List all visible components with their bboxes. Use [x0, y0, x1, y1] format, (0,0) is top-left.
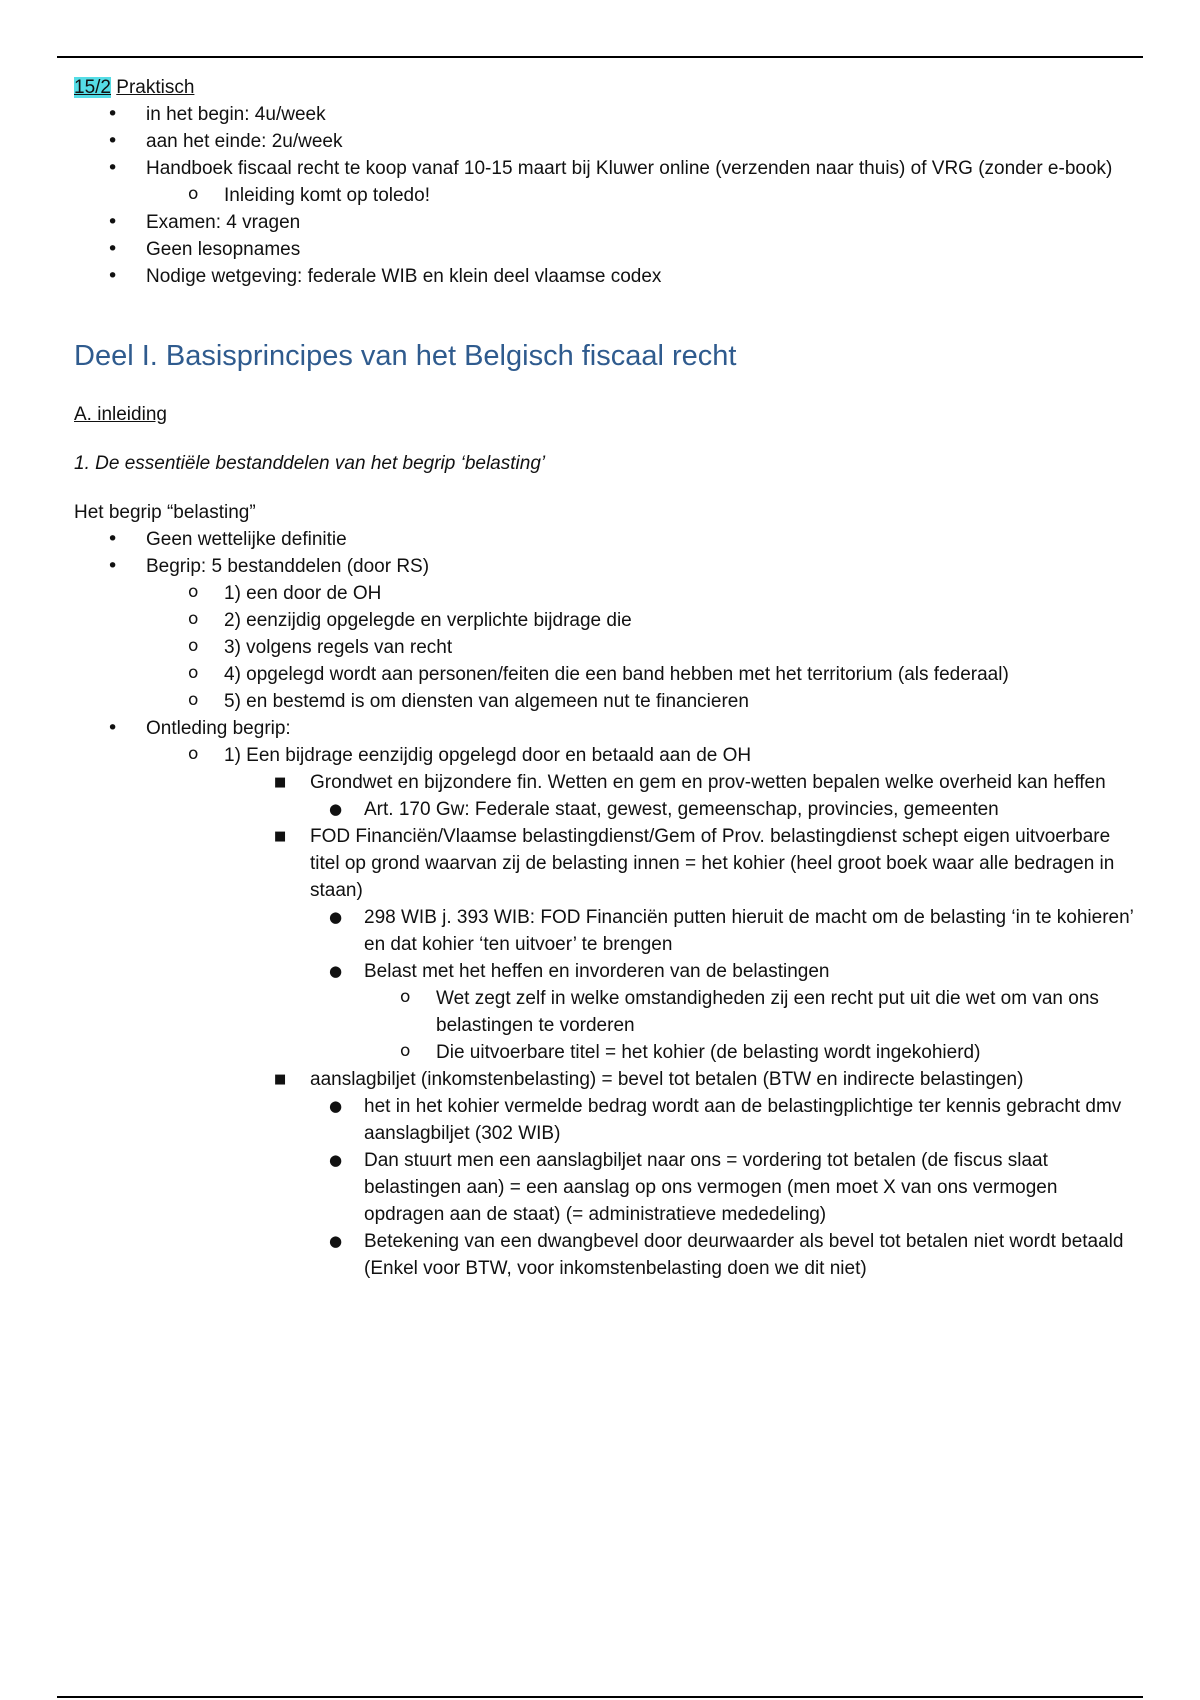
dot-bullet-icon: ● — [329, 1097, 343, 1115]
circle-bullet-icon: o — [188, 744, 199, 764]
list-item: • aan het einde: 2u/week — [74, 128, 1134, 155]
dot-list-2 — [74, 904, 1134, 985]
list-item: ● Art. 170 Gw: Federale staat, gewest, gemeenschap, provincies, gemeenten — [74, 796, 1134, 823]
bullet-icon: • — [107, 555, 119, 577]
list-item: o Die uitvoerbare titel = het kohier (de belasting wordt ingekohierd) — [74, 1039, 1134, 1066]
list-item: • Ontleding begrip: — [74, 715, 1134, 742]
begrip-list — [74, 526, 1134, 580]
list-item: ● het in het kohier vermelde bedrag wordt aan de belastingplichtige ter kennis gebracht dmv aanslagbiljet (302 WIB) — [74, 1093, 1134, 1147]
list-item: o Inleiding komt op toledo! — [74, 182, 1134, 209]
list-item: • Nodige wetgeving: federale WIB en klein deel vlaamse codex — [74, 263, 1134, 290]
square-bullet-icon: ■ — [274, 1072, 287, 1087]
circle-bullet-icon: o — [188, 184, 199, 204]
list-item: ■ aanslagbiljet (inkomstenbelasting) = bevel tot betalen (BTW en indirecte belastingen) — [74, 1066, 1134, 1093]
document-page — [74, 74, 1134, 1282]
circle-bullet-icon: o — [400, 1041, 411, 1061]
ontleding-list — [74, 715, 1134, 742]
list-item: o 5) en bestemd is om diensten van algemeen nut te financieren — [74, 688, 1134, 715]
bullet-icon: • — [107, 238, 119, 260]
square-bullet-icon: ■ — [274, 829, 287, 844]
list-item: o 4) opgelegd wordt aan personen/feiten die een band hebben met het territorium (als federaal) — [74, 661, 1134, 688]
list-item: o 2) eenzijdig opgelegde en verplichte bijdrage die — [74, 607, 1134, 634]
list-item: • Geen wettelijke definitie — [74, 526, 1134, 553]
circle-bullet-icon: o — [188, 636, 199, 656]
list-item: • Geen lesopnames — [74, 236, 1134, 263]
list-item: ● 298 WIB j. 393 WIB: FOD Financiën putten hieruit de macht om de belasting ‘in te kohieren’ en dat kohier ‘ten uitvoer’ te brengen — [74, 904, 1134, 958]
bullet-icon: • — [107, 103, 119, 125]
list-item: ■ Grondwet en bijzondere fin. Wetten en gem en prov-wetten bepalen welke overheid kan heffen — [74, 769, 1134, 796]
deel-title: Deel I. Basisprincipes van het Belgisch fiscaal recht — [74, 340, 737, 372]
praktisch-title: Praktisch — [116, 77, 195, 98]
dot-bullet-icon: ● — [329, 1232, 343, 1250]
list-item: o 1) Een bijdrage eenzijdig opgelegd door en betaald aan de OH — [74, 742, 1134, 769]
dot-list-3 — [74, 1093, 1134, 1282]
date-highlight: 15/2 — [74, 77, 111, 98]
praktisch-list — [74, 101, 1134, 182]
square-list-3 — [74, 1066, 1134, 1093]
bullet-icon: • — [107, 265, 119, 287]
list-item: o Wet zegt zelf in welke omstandigheden zij een recht put uit die wet om van ons belastingen te vorderen — [74, 985, 1134, 1039]
square-list-1 — [74, 769, 1134, 796]
bullet-icon: • — [107, 157, 119, 179]
list-item: • Examen: 4 vragen — [74, 209, 1134, 236]
square-bullet-icon: ■ — [274, 775, 287, 790]
bullet-icon: • — [107, 528, 119, 550]
list-item: ● Dan stuurt men een aanslagbiljet naar ons = vordering tot betalen (de fiscus slaat belastingen aan) = een aanslag op ons vermogen (men moet X van ons vermogen opdragen aan de staat) (= administratieve mededeling) — [74, 1147, 1134, 1228]
dot-bullet-icon: ● — [329, 1151, 343, 1169]
dot-list-1 — [74, 796, 1134, 823]
circle-bullet-icon: o — [188, 690, 199, 710]
circle-bullet-icon: o — [188, 609, 199, 629]
praktisch-sublist — [74, 182, 1134, 209]
bottom-rule — [57, 1696, 1143, 1698]
list-item: ■ FOD Financiën/Vlaamse belastingdienst/Gem of Prov. belastingdienst schept eigen uitvoerbare titel op grond waarvan zij de belasting innen = het kohier (heel groot boek waar alle bedragen in staan) — [74, 823, 1134, 904]
square-list-2 — [74, 823, 1134, 904]
dot-bullet-icon: ● — [329, 800, 343, 818]
circle-bullet-icon: o — [188, 582, 199, 602]
circle-bullet-icon: o — [400, 987, 411, 1007]
dot-bullet-icon: ● — [329, 908, 343, 926]
begrip-heading: Het begrip “belasting” — [74, 502, 256, 523]
circle-bullet-icon: o — [188, 663, 199, 683]
praktisch-heading — [74, 74, 1134, 101]
bullet-icon: • — [107, 211, 119, 233]
list-item: ● Belast met het heffen en invorderen van de belastingen — [74, 958, 1134, 985]
list-item: • in het begin: 4u/week — [74, 101, 1134, 128]
list-item: • Begrip: 5 bestanddelen (door RS) — [74, 553, 1134, 580]
bestanddelen-list — [74, 580, 1134, 715]
circle-list-deep — [74, 985, 1134, 1066]
section-a-heading: A. inleiding — [74, 404, 167, 425]
bullet-icon: • — [107, 717, 119, 739]
list-item: ● Betekening van een dwangbevel door deurwaarder als bevel tot betalen niet wordt betaald (Enkel voor BTW, voor inkomstenbelasting doen we dit niet) — [74, 1228, 1134, 1282]
dot-bullet-icon: ● — [329, 962, 343, 980]
bullet-icon: • — [107, 130, 119, 152]
section-1-heading: 1. De essentiële bestanddelen van het begrip ‘belasting’ — [74, 453, 546, 474]
list-item: o 3) volgens regels van recht — [74, 634, 1134, 661]
ontleding-sublist — [74, 742, 1134, 769]
top-rule — [57, 56, 1143, 58]
praktisch-list-continued — [74, 209, 1134, 290]
list-item: • Handboek fiscaal recht te koop vanaf 10-15 maart bij Kluwer online (verzenden naar thuis) of VRG (zonder e-book) — [74, 155, 1134, 182]
list-item: o 1) een door de OH — [74, 580, 1134, 607]
